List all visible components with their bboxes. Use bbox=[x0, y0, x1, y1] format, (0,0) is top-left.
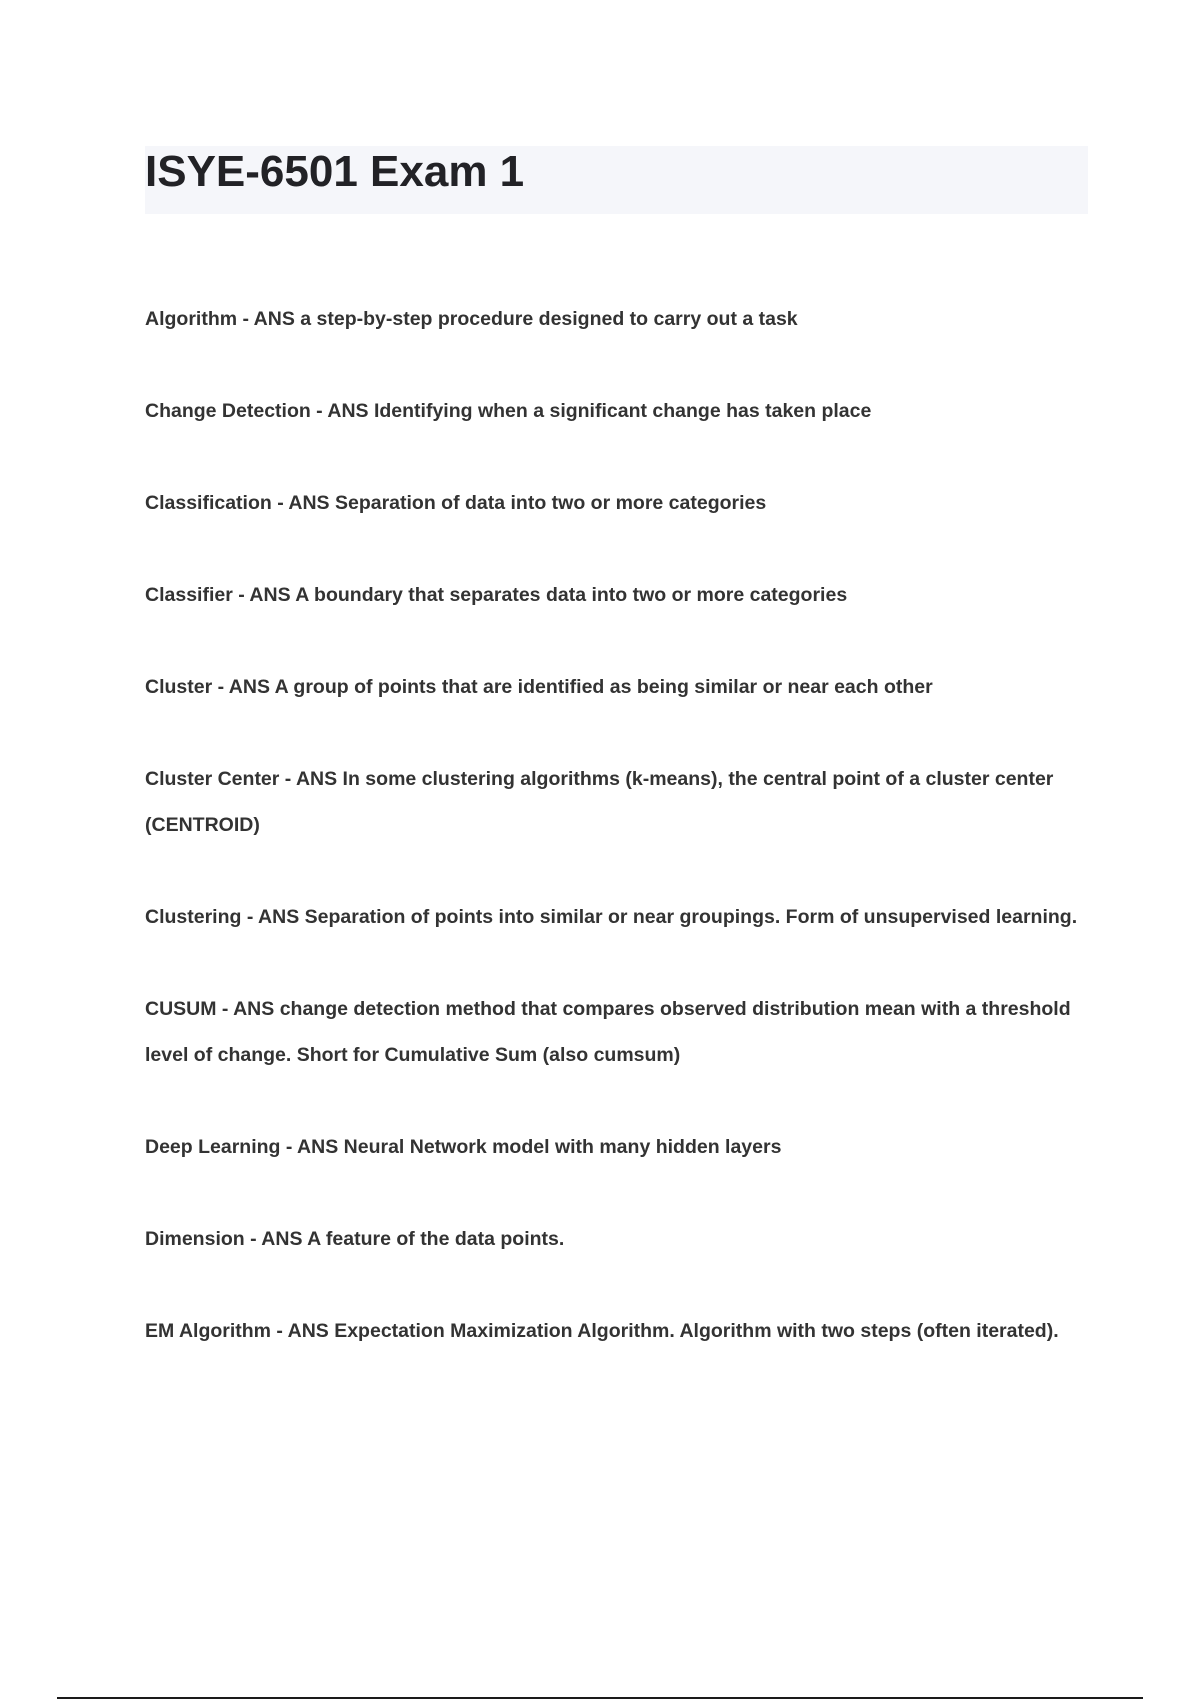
glossary-entry bbox=[145, 664, 1090, 710]
entry-text: Classification - ANS Separation of data into two or more categories bbox=[145, 492, 767, 514]
glossary-entry bbox=[145, 1308, 1090, 1354]
glossary-entry bbox=[145, 572, 1090, 618]
entry-text: Dimension - ANS A feature of the data points. bbox=[145, 1228, 565, 1250]
glossary-list bbox=[145, 296, 1090, 1400]
entry-text: Algorithm - ANS a step-by-step procedure designed to carry out a task bbox=[145, 308, 798, 330]
glossary-entry bbox=[145, 388, 1090, 434]
glossary-entry bbox=[145, 480, 1090, 526]
footer-divider bbox=[57, 1697, 1143, 1699]
glossary-entry bbox=[145, 986, 1090, 1078]
page-title: ISYE-6501 Exam 1 bbox=[145, 147, 525, 196]
entry-text: Change Detection - ANS Identifying when a significant change has taken place bbox=[145, 400, 872, 422]
entry-text: Cluster - ANS A group of points that are identified as being similar or near each other bbox=[145, 676, 933, 698]
entry-text: Cluster Center - ANS In some clustering algorithms (k-means), the central point of a cluster center (CENTROID) bbox=[145, 768, 1054, 836]
entry-text: EM Algorithm - ANS Expectation Maximization Algorithm. Algorithm with two steps (often iterated). bbox=[145, 1320, 1059, 1342]
entry-text: CUSUM - ANS change detection method that compares observed distribution mean with a threshold level of change. Short for Cumulative Sum (also cumsum) bbox=[145, 998, 1071, 1066]
glossary-entry bbox=[145, 894, 1090, 940]
glossary-entry bbox=[145, 1216, 1090, 1262]
entry-text: Classifier - ANS A boundary that separates data into two or more categories bbox=[145, 584, 848, 606]
title-block bbox=[145, 146, 1088, 214]
glossary-entry bbox=[145, 1124, 1090, 1170]
glossary-entry bbox=[145, 296, 1090, 342]
entry-text: Deep Learning - ANS Neural Network model with many hidden layers bbox=[145, 1136, 782, 1158]
entry-text: Clustering - ANS Separation of points into similar or near groupings. Form of unsupervised learning. bbox=[145, 906, 1078, 928]
glossary-entry bbox=[145, 756, 1090, 848]
